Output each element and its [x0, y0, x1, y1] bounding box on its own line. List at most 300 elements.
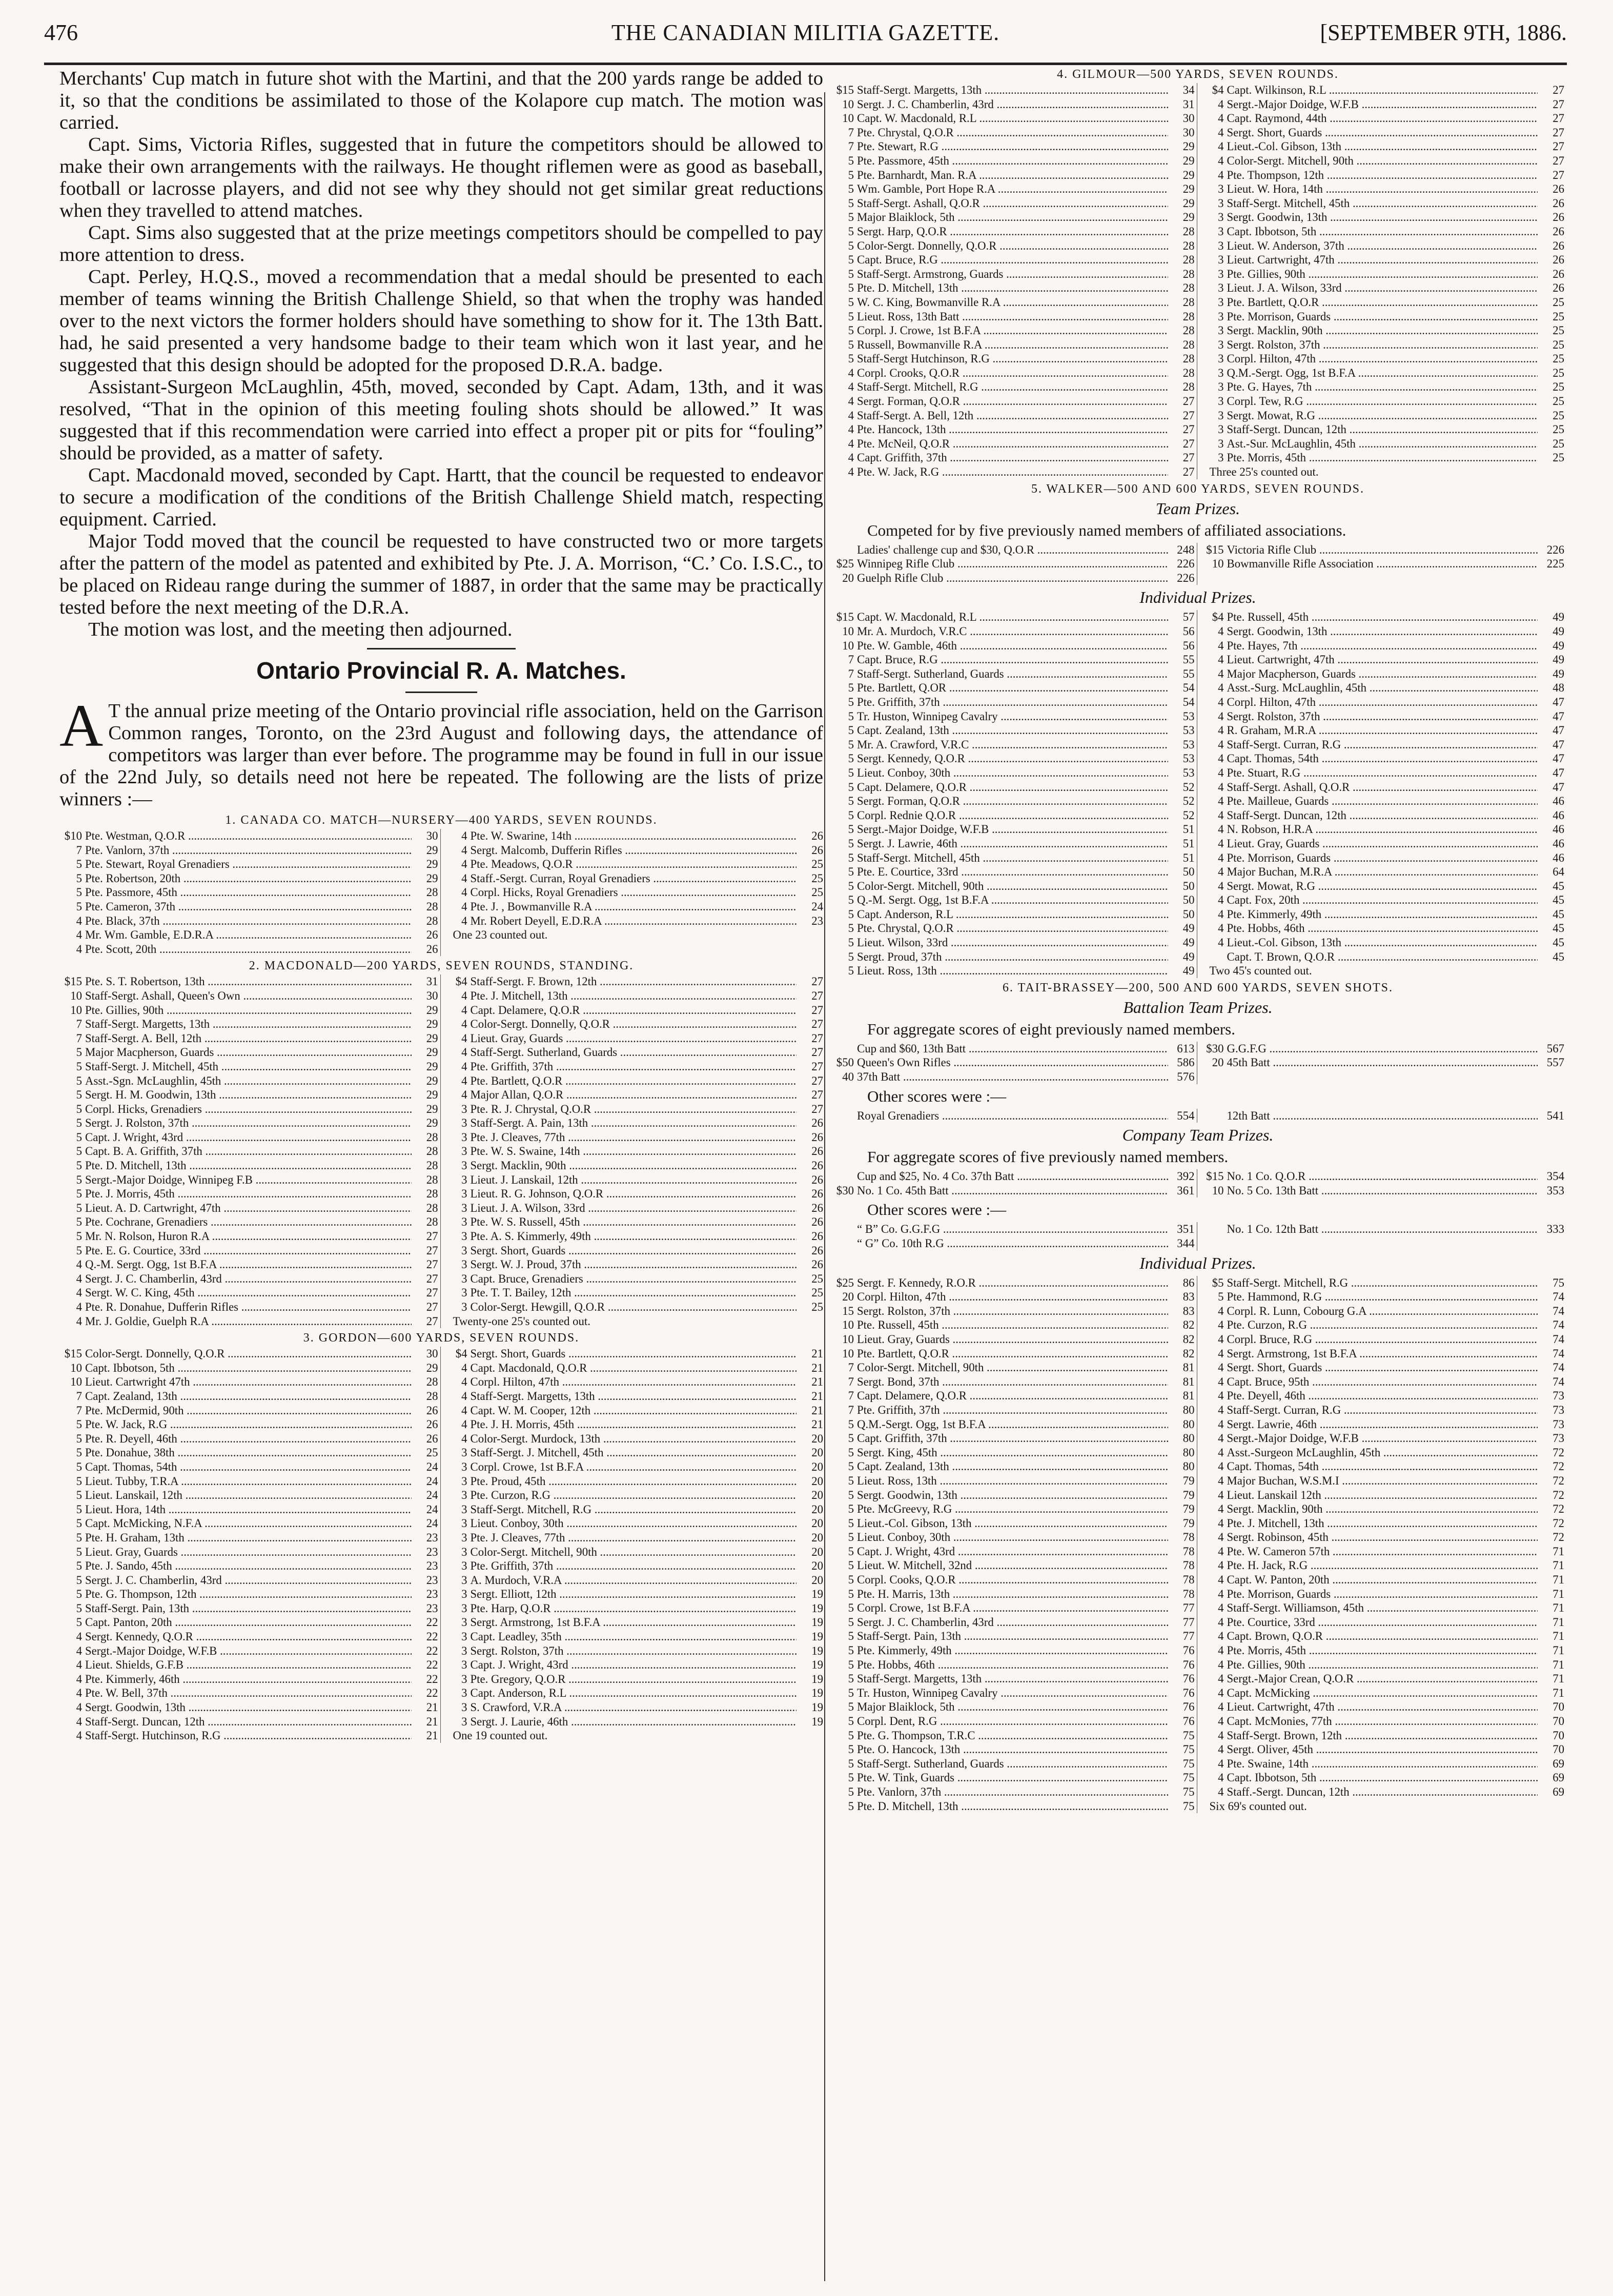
score: 80 — [1182, 1432, 1195, 1445]
score: 49 — [1182, 936, 1195, 949]
competitor-name: Pte. D. Mitchell, 13th ..... — [85, 1159, 412, 1173]
prize-amount: 7 — [848, 1375, 854, 1388]
score: 54 — [1182, 681, 1195, 695]
prize-entry — [831, 1360, 1195, 1375]
prize-amount: 7 — [848, 1403, 854, 1416]
score: 26 — [811, 843, 823, 857]
prize-amount: 7 — [76, 1018, 82, 1031]
competitor-name: Pte. W. Swarine, 14th ..... — [471, 829, 797, 843]
prize-amount: 5 — [76, 1446, 82, 1459]
prize-entry — [831, 723, 1195, 738]
prize-entry — [59, 914, 438, 928]
competitor-name: Pte. McDermid, 90th ..... — [85, 1404, 412, 1418]
score: 71 — [1553, 1587, 1564, 1600]
drop-cap: A — [59, 692, 104, 759]
competitor-name: Lieut.-Col. Gibson, 13th ..... — [1227, 936, 1538, 950]
score: 49 — [1182, 950, 1195, 963]
competitor-name: Sergt. Goodwin, 13th ..... — [857, 1488, 1168, 1502]
prize-entry — [59, 1545, 438, 1559]
prize-amount: 3 — [1218, 295, 1224, 309]
prize-entry — [59, 1700, 438, 1715]
competitor-name: Sergt. Rolston, 37th ..... — [1227, 338, 1538, 352]
competitor-name: Staff-Sergt. Margetts, 13th ..... — [857, 83, 1168, 97]
prize-entry — [1201, 267, 1565, 281]
prize-entry — [831, 837, 1195, 851]
prize-entry — [1201, 936, 1565, 950]
prize-list-right — [1201, 83, 1565, 479]
score: 28 — [426, 886, 438, 899]
competitor-name: Capt. J. Wright, 43rd ..... — [857, 1545, 1168, 1559]
prize-amount: 5 — [848, 795, 854, 808]
prize-entry — [831, 709, 1195, 724]
score: 55 — [1182, 653, 1195, 666]
prize-amount: 5 — [848, 1658, 854, 1671]
competitor-name: Pte. T. T. Bailey, 12th ..... — [471, 1286, 797, 1300]
score: 72 — [1553, 1446, 1564, 1459]
prize-entry — [1201, 310, 1565, 324]
competitor-name: Staff-Sergt. Margetts, 13th ..... — [471, 1389, 797, 1404]
prize-entry — [59, 1088, 438, 1102]
score: 50 — [1182, 879, 1195, 892]
score: 25 — [811, 1301, 823, 1313]
score: 27 — [426, 1314, 438, 1328]
prize-entry — [445, 1159, 824, 1173]
prize-entry — [1201, 1222, 1565, 1236]
competitor-name: Lieut. Cartwright, 47th ..... — [1227, 653, 1538, 667]
prize-entry — [59, 829, 438, 843]
prize-entry — [59, 1686, 438, 1700]
prize-entry — [1201, 766, 1565, 780]
score: 31 — [426, 975, 438, 988]
subheading: Team Prizes. — [1155, 499, 1240, 518]
score: 27 — [811, 1003, 823, 1017]
competitor-name: Corpl. Hilton, 47th ..... — [1227, 352, 1538, 366]
score: 26 — [811, 1230, 823, 1243]
prize-list-left — [831, 1276, 1197, 1814]
competitor-name: No. 1 Co. 12th Batt ..... — [1227, 1222, 1538, 1236]
score: 26 — [811, 1116, 823, 1130]
prize-amount: 4 — [1218, 97, 1224, 111]
score: 30 — [426, 829, 438, 842]
competitor-name: Staff.-Sergt. Duncan, 12th ..... — [1227, 1785, 1538, 1799]
competitor-name: Pte. Cameron, 37th ..... — [85, 900, 412, 914]
competitor-name: Pte. Gillies, 90th ..... — [1227, 267, 1538, 281]
prize-entry — [1201, 366, 1565, 380]
competitor-name: Staff-Sergt. Mitchell, R.G ..... — [857, 380, 1168, 394]
score: 20 — [811, 1502, 823, 1516]
competitor-name: Pte. Westman, Q.O.R ..... — [85, 829, 412, 843]
prize-amount: 5 — [76, 1418, 82, 1431]
prize-entry — [59, 1432, 438, 1446]
prize-amount: 4 — [76, 914, 82, 927]
prize-amount: 3 — [461, 1531, 467, 1544]
competitor-name: Capt. Delamere, Q.O.R ..... — [471, 1003, 797, 1018]
prize-amount: 5 — [848, 295, 854, 309]
prize-entry — [831, 1545, 1195, 1559]
score: 26 — [811, 1145, 823, 1158]
prize-entry — [831, 1389, 1195, 1403]
prize-entry — [831, 751, 1195, 766]
score: 26 — [1553, 211, 1564, 224]
prize-amount: 4 — [1218, 1630, 1224, 1643]
prize-amount: 3 — [461, 1301, 467, 1313]
prize-amount: 3 — [461, 1173, 467, 1186]
prize-amount: 5 — [848, 1743, 854, 1756]
prize-amount: 4 — [1218, 851, 1224, 864]
competitor-name: Lieut. Gray, Guards ..... — [1227, 837, 1538, 851]
score: 71 — [1553, 1601, 1564, 1615]
prize-amount: 5 — [848, 225, 854, 238]
competitor-name: Pte. J. Sando, 45th ..... — [85, 1559, 412, 1573]
counted-out-note: Two 45's counted out. — [1209, 964, 1312, 978]
competitor-name: Color-Sergt. Donnelly, Q.O.R ..... — [471, 1017, 797, 1031]
prize-entry — [1201, 1714, 1565, 1729]
score: 23 — [811, 914, 823, 927]
score: 73 — [1553, 1432, 1564, 1445]
competitor-name: Pte. Griffith, 37th ..... — [471, 1559, 797, 1573]
prize-entry — [445, 843, 824, 858]
prize-amount: 10 — [70, 1003, 82, 1017]
prize-amount: 4 — [461, 1375, 467, 1389]
prize-entry — [1201, 624, 1565, 639]
prize-amount: 20 — [842, 1290, 854, 1304]
prize-amount: 5 — [76, 1545, 82, 1558]
page-number: 476 — [44, 20, 78, 45]
competitor-name: Pte. Bartlett, Q.O.R ..... — [857, 1347, 1168, 1361]
prize-amount: 3 — [1218, 409, 1224, 422]
prize-entry — [1201, 394, 1565, 409]
prize-amount: 5 — [848, 1644, 854, 1657]
prize-entry — [445, 1361, 824, 1375]
prize-amount: 5 — [848, 267, 854, 280]
competitor-name: Staff.-Sergt. Curran, Royal Grenadiers ..... — [471, 871, 797, 886]
paragraph: Assistant-Surgeon McLaughlin, 45th, moved, seconded by Capt. Adam, 13th, and it was resolved, “That in the opinion of this meeting fouling shots should be allowed.” It was suggested that if this recommendation were carried into effect a proper pit or pits for “fouling” should be provided, as a matter of safety. — [59, 376, 823, 464]
competitor-name: Pte. J. Mitchell, 13th ..... — [471, 989, 797, 1003]
score: 46 — [1553, 851, 1564, 864]
competitor-name: Staff-Sergt. A. Bell, 12th ..... — [857, 409, 1168, 423]
prize-list-left — [831, 1042, 1197, 1084]
prize-entry — [445, 1215, 824, 1229]
competitor-name: Pte. Harp, Q.O.R ..... — [471, 1601, 797, 1616]
prize-amount: 5 — [76, 1517, 82, 1530]
competitor-name: Color-Sergt. Mitchell, 90th ..... — [857, 1360, 1168, 1375]
score: 28 — [426, 1201, 438, 1214]
prize-entry — [1201, 1573, 1565, 1587]
prize-amount: 3 — [461, 1102, 467, 1115]
prize-amount: 4 — [461, 900, 467, 913]
score: 353 — [1546, 1184, 1564, 1197]
prize-entry — [831, 950, 1195, 964]
competitor-name: Pte. W. S. Russell, 45th ..... — [471, 1215, 797, 1229]
competitor-name: Pte. G. Thompson, 12th ..... — [85, 1587, 412, 1601]
prize-amount: 5 — [76, 1588, 82, 1601]
prize-entry — [831, 667, 1195, 681]
prize-entry — [831, 1488, 1195, 1502]
prize-entry — [59, 1060, 438, 1074]
prize-table — [831, 1276, 1564, 1814]
competitor-name: Staff-Sergt. J. Mitchell, 45th ..... — [471, 1446, 797, 1460]
score: 71 — [1553, 1672, 1564, 1685]
competitor-name: Pte. G. Thompson, T.R.C ..... — [857, 1729, 1168, 1743]
prize-entry — [59, 857, 438, 871]
prize-entry — [831, 1672, 1195, 1686]
prize-entry — [1201, 557, 1565, 571]
paragraph: Capt. Perley, H.Q.S., moved a recommendation that a medal should be presented to each member of teams winning the British Challenge Shield, so that when the trophy was handed over to the next victors the former holders should have something to show for it. The 13th Batt. had, he said presented a very handsome badge to their team which won it last year, and he suggested that this design should be adopted for the proposed D.R.A. badge. — [59, 266, 823, 376]
prize-amount: 5 — [848, 1559, 854, 1572]
competitor-name: Lieut. Gray, Guards ..... — [471, 1031, 797, 1046]
prize-list-right — [1201, 1222, 1565, 1250]
prize-entry — [445, 1502, 824, 1517]
competitor-name: Pte. Hancock, 13th ..... — [857, 422, 1168, 437]
score: 25 — [1553, 352, 1564, 365]
prize-entry — [59, 1159, 438, 1173]
prize-amount: 5 — [76, 1187, 82, 1201]
prize-entry — [59, 1201, 438, 1215]
prize-amount: $4 — [455, 1347, 467, 1360]
prize-amount: 5 — [76, 900, 82, 913]
prize-amount: 4 — [1218, 1318, 1224, 1332]
score: 49 — [1182, 922, 1195, 935]
prize-entry — [1201, 653, 1565, 667]
score: 81 — [1182, 1375, 1195, 1388]
prize-amount: 4 — [1218, 1601, 1224, 1615]
competitor-name: Sergt. Robinson, 45th ..... — [1227, 1530, 1538, 1545]
competitor-name: Sergt. J. C. Chamberlin, 43rd ..... — [857, 1615, 1168, 1630]
prize-amount: 3 — [461, 1644, 467, 1657]
competitor-name: Pte. E. Courtice, 33rd ..... — [857, 865, 1168, 879]
other-scores-label: Other scores were :— — [867, 1087, 1007, 1105]
competitor-name: Pte. Hobbs, 46th ..... — [1227, 921, 1538, 936]
competitor-name: Pte. Morrison, Guards ..... — [1227, 1587, 1538, 1601]
prize-entry — [1201, 780, 1565, 795]
score: 27 — [1553, 97, 1564, 111]
competitor-name: Pte. Kimmerly, 49th ..... — [857, 1643, 1168, 1658]
score: 74 — [1553, 1304, 1564, 1317]
score: 26 — [1553, 225, 1564, 238]
prize-amount: 4 — [1218, 1375, 1224, 1388]
score: 75 — [1182, 1729, 1195, 1742]
competitor-name: Pte. W. Cameron 57th ..... — [1227, 1545, 1538, 1559]
prize-entry — [1201, 168, 1565, 182]
prize-amount: 3 — [1218, 310, 1224, 323]
prize-amount: 3 — [461, 1474, 467, 1488]
score: 25 — [1553, 380, 1564, 394]
prize-amount: 4 — [76, 1729, 82, 1742]
prize-entry — [831, 653, 1195, 667]
prize-amount: 4 — [461, 1074, 467, 1087]
prize-entry — [1201, 822, 1565, 837]
score: 22 — [426, 1687, 438, 1700]
score: 24 — [426, 1517, 438, 1530]
score: 25 — [811, 1272, 823, 1285]
prize-entry — [445, 1229, 824, 1244]
prize-entry — [445, 1531, 824, 1545]
competitor-name: Staff-Sergt. Sutherland, Guards ..... — [471, 1045, 797, 1060]
competitor-name: Pte. J. Cleaves, 77th ..... — [471, 1531, 797, 1545]
prize-entry — [831, 794, 1195, 808]
prize-amount: 5 — [848, 211, 854, 224]
score: 54 — [1182, 695, 1195, 708]
prize-amount: 3 — [461, 1230, 467, 1243]
score: 74 — [1553, 1332, 1564, 1346]
prize-amount: 4 — [1218, 1644, 1224, 1657]
masthead-title: THE CANADIAN MILITIA GAZETTE. — [611, 20, 1000, 45]
prize-amount: 5 — [848, 950, 854, 963]
prize-entry — [1201, 837, 1565, 851]
subheading: Individual Prizes. — [1139, 588, 1256, 607]
competitor-name: Staff-Sergt. A. Bell, 12th ..... — [85, 1031, 412, 1046]
score: 22 — [426, 1644, 438, 1657]
prize-entry — [59, 1031, 438, 1046]
prize-amount: 5 — [848, 1502, 854, 1516]
prize-amount: 4 — [1218, 1332, 1224, 1346]
prize-amount: 5 — [848, 1573, 854, 1587]
competitor-name: Asst.-Surg. McLaughlin, 45th ..... — [1227, 681, 1538, 695]
prize-entry — [1201, 1318, 1565, 1332]
score: 225 — [1546, 557, 1564, 571]
score: 21 — [426, 1715, 438, 1728]
prize-entry — [831, 182, 1195, 196]
prize-entry — [1201, 610, 1565, 624]
prize-amount: 10 — [842, 97, 854, 111]
prize-entry — [1201, 950, 1565, 964]
competitor-name: Pte. Meadows, Q.O.R ..... — [471, 857, 797, 871]
prize-amount: 4 — [1218, 1672, 1224, 1685]
prize-amount: 4 — [848, 366, 854, 379]
prize-amount: 5 — [848, 681, 854, 695]
prize-amount: 4 — [1218, 667, 1224, 680]
prize-amount: 3 — [1218, 366, 1224, 379]
score: 71 — [1553, 1559, 1564, 1572]
prize-amount: 5 — [848, 738, 854, 751]
competitor-name: Sergt. J. Lawrie, 46th ..... — [857, 837, 1168, 851]
competitor-name: Guelph Rifle Club ..... — [857, 571, 1168, 585]
prize-amount: 5 — [848, 1474, 854, 1487]
score: 28 — [426, 1173, 438, 1186]
competitor-name: Asst.-Sgn. McLaughlin, 45th ..... — [85, 1074, 412, 1088]
prize-amount: 5 — [848, 879, 854, 892]
competitor-name: Pte. D. Mitchell, 13th ..... — [857, 1799, 1168, 1814]
competitor-name: 37th Batt ..... — [857, 1070, 1168, 1084]
prize-entry — [831, 1276, 1195, 1290]
prize-entry — [831, 1184, 1195, 1198]
prize-entry — [1201, 1771, 1565, 1785]
prize-entry — [831, 921, 1195, 936]
prize-amount: 4 — [461, 1361, 467, 1374]
competitor-name: Staff-Sergt. Ashall, Queen's Own ..... — [85, 989, 412, 1003]
score: 79 — [1182, 1516, 1195, 1530]
score: 47 — [1553, 766, 1564, 779]
competitor-name: Lieut. Ross, 13th ..... — [857, 964, 1168, 978]
prize-entry — [445, 1404, 824, 1418]
competitor-name: Lieut. J. A. Wilson, 33rd ..... — [1227, 281, 1538, 295]
prize-entry — [1201, 1332, 1565, 1347]
prize-entry — [1201, 808, 1565, 823]
competitor-name: Sergt. Macklin, 90th ..... — [1227, 1502, 1538, 1516]
prize-amount: 3 — [461, 1502, 467, 1516]
prize-entry — [445, 1686, 824, 1700]
prize-entry — [59, 1116, 438, 1130]
prize-amount: 4 — [1218, 112, 1224, 125]
prize-amount: 3 — [461, 1116, 467, 1130]
prize-amount: 3 — [461, 1701, 467, 1714]
score: 25 — [1553, 395, 1564, 408]
prize-amount: 5 — [848, 1672, 854, 1685]
competitor-name: “ B” Co. G.G.F.G ..... — [857, 1222, 1168, 1236]
score: 52 — [1182, 808, 1195, 822]
prize-entry — [445, 1389, 824, 1404]
prize-list-left — [831, 1109, 1197, 1123]
score: 20 — [811, 1432, 823, 1445]
competitor-name: Pte. S. T. Robertson, 13th ..... — [85, 974, 412, 989]
prize-entry — [831, 1446, 1195, 1460]
score: 27 — [811, 975, 823, 988]
prize-entry — [831, 738, 1195, 752]
prize-entry — [445, 1672, 824, 1687]
score: 19 — [811, 1658, 823, 1672]
prize-entry — [445, 1244, 824, 1258]
competitor-name: Corpl. Crowe, 1st B.F.A ..... — [471, 1460, 797, 1474]
score: 57 — [1182, 611, 1195, 624]
score: 26 — [426, 942, 438, 956]
score: 70 — [1553, 1743, 1564, 1756]
competitor-name: Capt. Bruce, R.G ..... — [857, 653, 1168, 667]
prize-entry — [831, 1290, 1195, 1304]
score: 29 — [426, 1003, 438, 1017]
prize-entry — [831, 154, 1195, 168]
competitor-name: Capt. Leadley, 35th ..... — [471, 1630, 797, 1644]
prize-entry — [445, 885, 824, 900]
competitor-name: Lieut. Cartwright, 47th ..... — [1227, 253, 1538, 267]
prize-amount: 3 — [461, 1545, 467, 1558]
competitor-name: Sergt. Armstrong, 1st B.F.A ..... — [471, 1615, 797, 1630]
score: 25 — [1553, 366, 1564, 379]
prize-entry — [445, 1173, 824, 1187]
prize-amount: 3 — [1218, 437, 1224, 450]
prize-entry — [1201, 1658, 1565, 1672]
prize-entry — [445, 1272, 824, 1286]
prize-entry — [831, 281, 1195, 295]
prize-entry — [59, 1502, 438, 1517]
score: 28 — [1182, 253, 1195, 267]
score: 226 — [1177, 571, 1195, 584]
prize-amount: 10 — [70, 1361, 82, 1374]
prize-entry — [445, 1460, 824, 1474]
competitor-name: Lieut. Shields, G.F.B ..... — [85, 1658, 412, 1672]
prize-entry — [1201, 1545, 1565, 1559]
competitor-name: Major Buchan, M.R.A ..... — [1227, 865, 1538, 879]
score: 29 — [1182, 154, 1195, 167]
competitor-name: Pte. Vanlorn, 37th ..... — [857, 1785, 1168, 1799]
prize-amount: 5 — [848, 724, 854, 737]
prize-amount: $4 — [1212, 84, 1224, 96]
prize-amount: 4 — [1218, 1304, 1224, 1317]
score: 52 — [1182, 780, 1195, 794]
subheading: Individual Prizes. — [1139, 1253, 1256, 1272]
score: 45 — [1553, 950, 1564, 963]
prize-entry — [1201, 1431, 1565, 1446]
prize-entry — [831, 571, 1195, 585]
score: 75 — [1182, 1785, 1195, 1798]
score: 47 — [1553, 709, 1564, 723]
counted-out-note: Three 25's counted out. — [1209, 465, 1319, 479]
score: 25 — [426, 1446, 438, 1459]
score: 28 — [426, 900, 438, 913]
column-divider — [824, 92, 825, 2281]
competitor-name: Major Macpherson, Guards ..... — [1227, 667, 1538, 681]
prize-entry — [1201, 409, 1565, 423]
score: 23 — [426, 1573, 438, 1587]
